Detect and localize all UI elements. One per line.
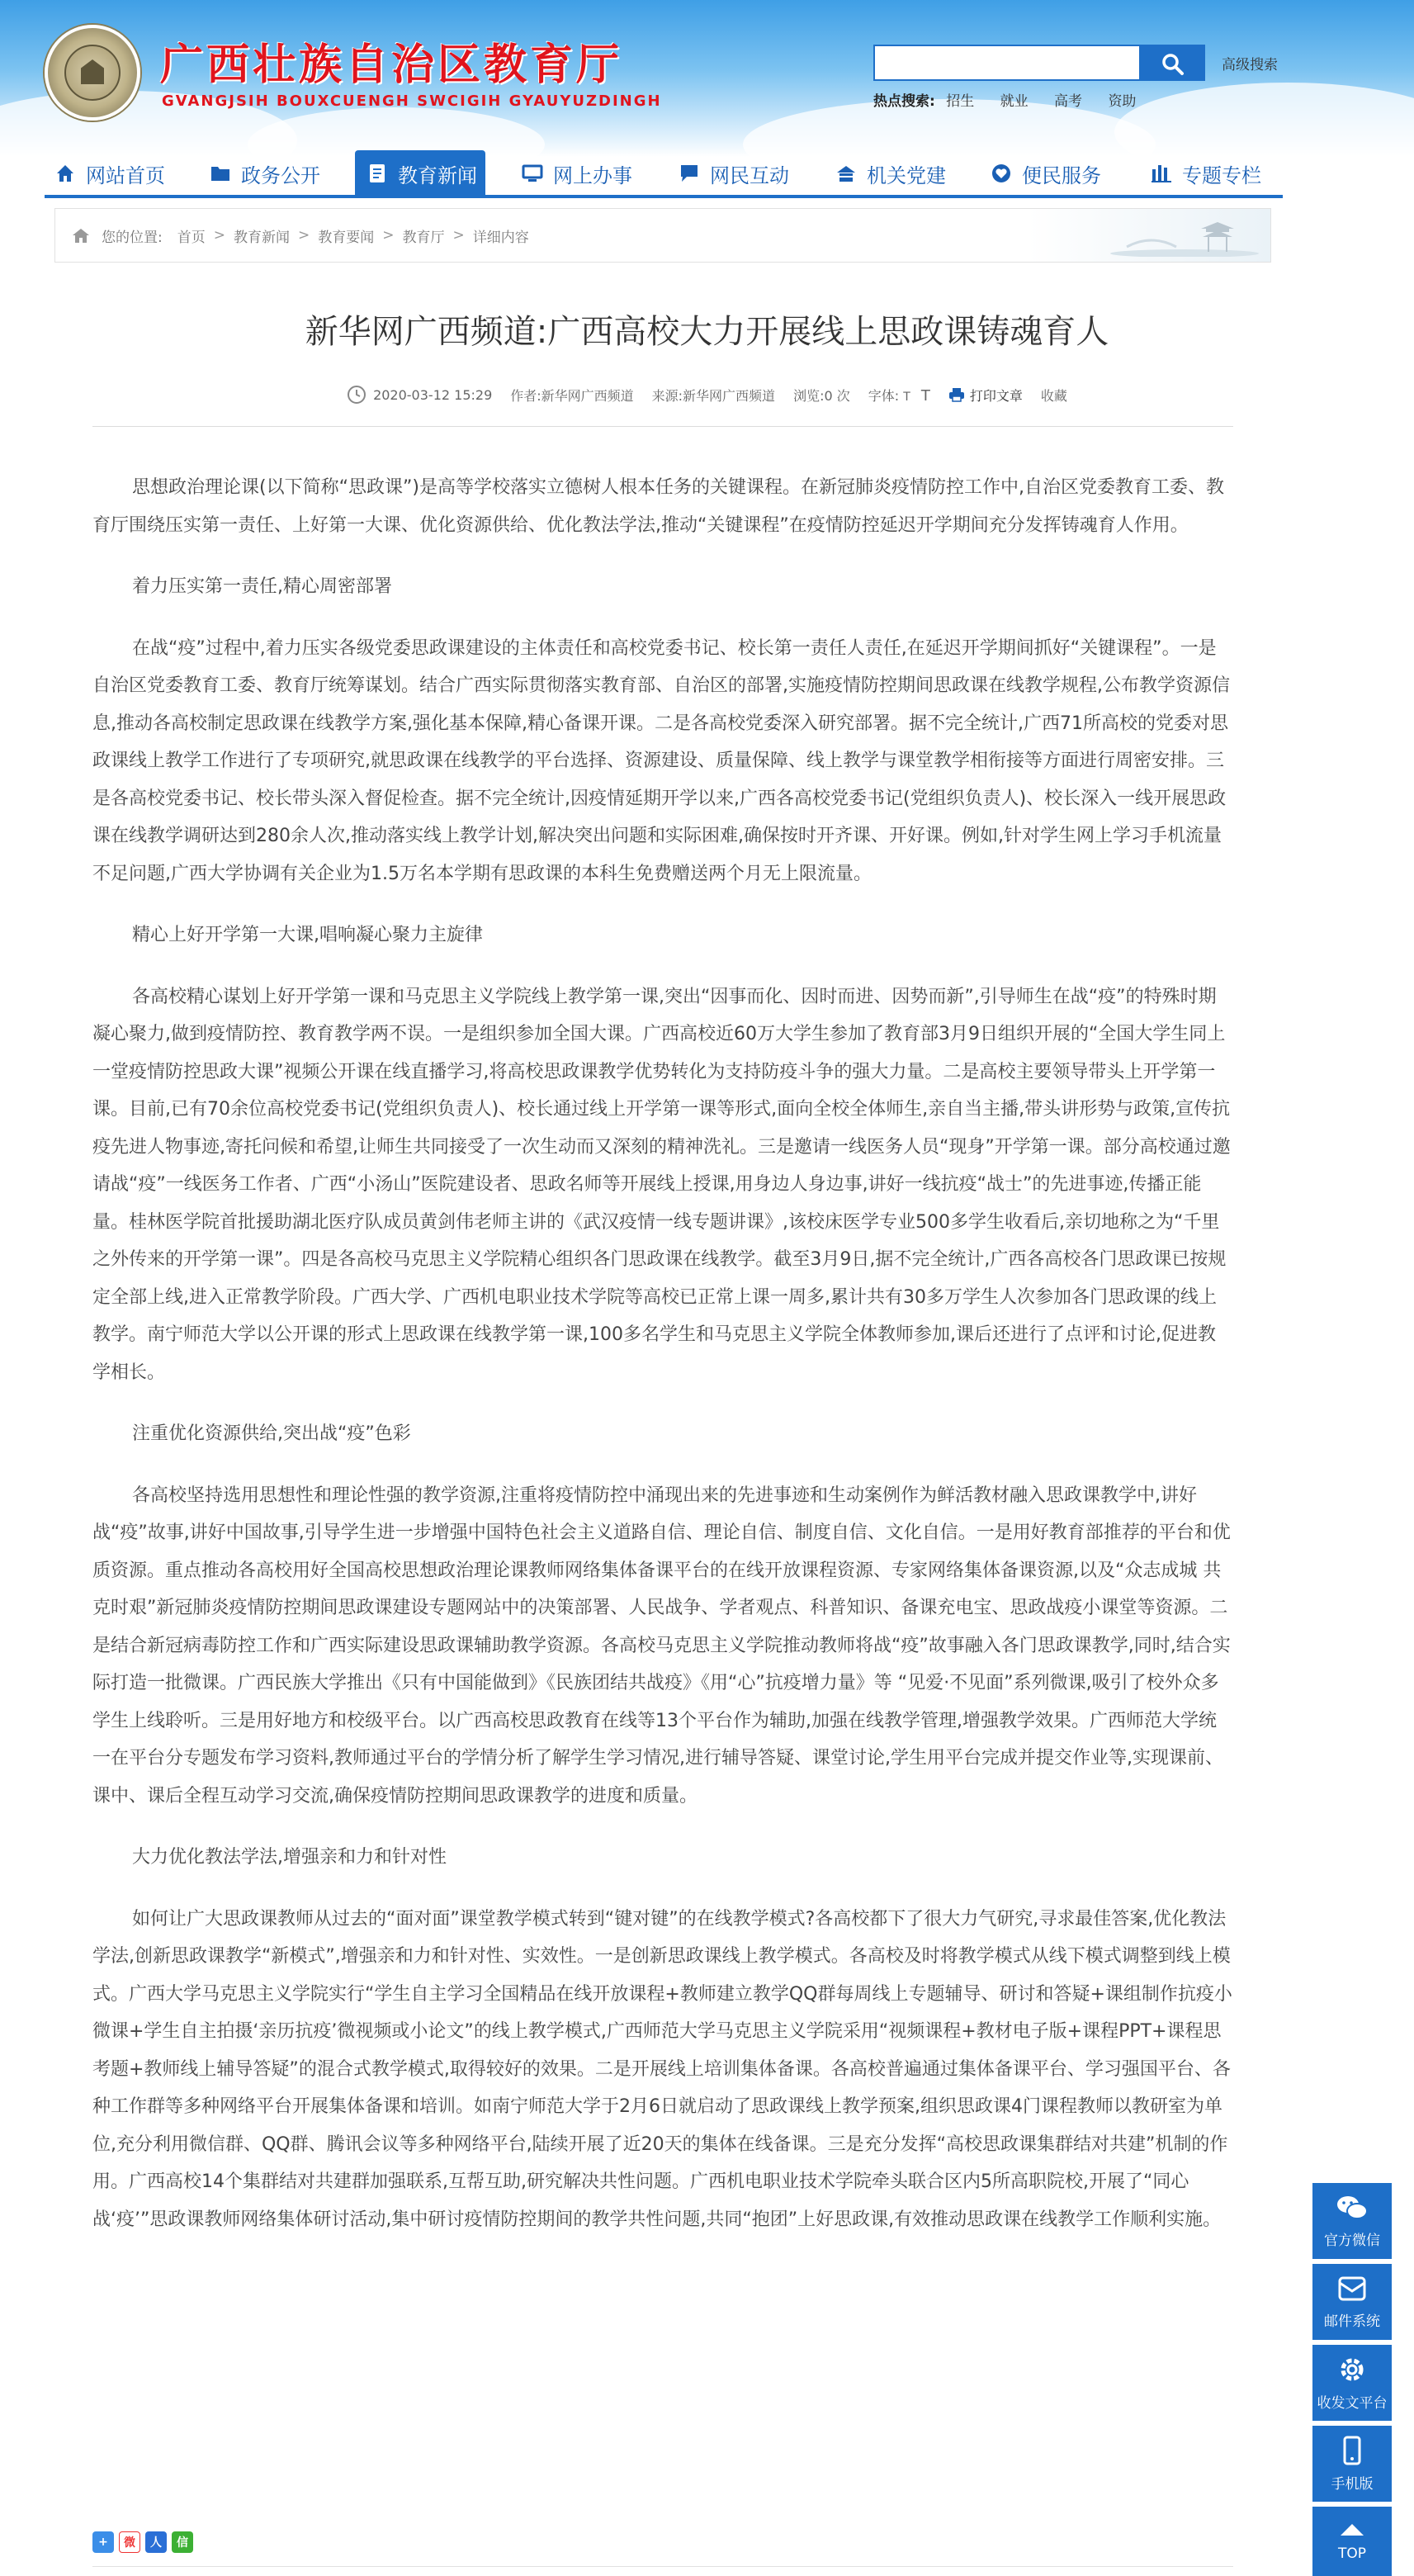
hot-search-link[interactable]: 高考 <box>1054 93 1083 110</box>
font-small-button[interactable]: T <box>903 390 910 404</box>
breadcrumb-item-news[interactable]: 教育新闻 <box>233 229 290 246</box>
weibo-icon[interactable]: 微 <box>119 2531 140 2553</box>
footer-divider <box>92 2566 1233 2567</box>
advanced-search-link[interactable]: 高级搜索 <box>1222 57 1278 73</box>
nav-item-label: 网站首页 <box>86 163 165 187</box>
nav-item-label: 便民服务 <box>1022 163 1101 187</box>
monitor-icon <box>522 163 543 184</box>
article-paragraph: 在战“疫”过程中,着力压实各级党委思政课建设的主体责任和高校党委书记、校长第一责任人责任,在延迟开学期间抓好“关键课程”。一是自治区党委教育工委、教育厅统筹谋划。结合广西实际贯彻落实教育部、自治区的部署,实施疫情防控期间思政课在线教学规程,公布教学资源信息,推动各高校制定思政课在线教学方案,强化基本保障,精心备课开课。二是各高校党委深入研究部署。据不完全统计,广西71所高校的党委对思政课线上教学工作进行了专项研究,就思政课在线教学的平台选择、资源建设、质量保障、线上教学与课堂教学相衔接等方面进行周密安排。三是各高校党委书记、校长带头深入督促检查。据不完全统计,因疫情延期开学以来,广西各高校党委书记(党组织负责人)、校长深入一线开展思政课在线教学调研达到280余人次,推动落实线上教学计划,解决突出问题和实际困难,确保按时开齐课、开好课。例如,针对学生网上学习手机流量不足问题,广西大学协调有关企业为1.5万名本学期有思政课的本科生免费赠送两个月无上限流量。 <box>92 637 1230 884</box>
mobile-icon <box>1342 2436 1362 2465</box>
mobile-version-button[interactable] <box>1312 2426 1392 2502</box>
article-paragraph: 思想政治理论课(以下简称“思政课”)是高等学校落实立德树人根本任务的关键课程。在新冠肺炎疫情防控工作中,自治区党委教育工委、教育厅围绕压实第一责任、上好第一大课、优化资源供给、优化教法学法,推动“关键课程”在疫情防控延迟开学期间充分发挥铸魂育人作用。 <box>92 477 1224 536</box>
official-wechat-button[interactable] <box>1312 2183 1392 2259</box>
columns-icon <box>1151 163 1172 184</box>
side-button-label: 收发文平台 <box>1317 2394 1388 2412</box>
search-button[interactable] <box>1141 45 1205 81</box>
favorite-button[interactable]: 收藏 <box>1040 387 1067 404</box>
share-person-icon[interactable]: 人 <box>145 2531 167 2553</box>
nav-item-label: 教育新闻 <box>398 163 477 187</box>
section-heading: 着力压实第一责任,精心周密部署 <box>132 576 392 597</box>
side-button-label: 手机版 <box>1331 2475 1374 2493</box>
hot-search-link[interactable]: 就业 <box>1000 93 1029 110</box>
home-icon <box>72 227 90 244</box>
nav-item-label: 政务公开 <box>241 163 320 187</box>
printer-icon <box>948 387 965 402</box>
breadcrumb-item-department[interactable]: 教育厅 <box>402 229 445 246</box>
document-icon <box>367 163 388 184</box>
site-header <box>0 0 1414 157</box>
gear-icon <box>1337 2355 1367 2384</box>
nav-item-label: 网民互动 <box>710 163 789 187</box>
mail-icon <box>1337 2275 1367 2303</box>
article-meta <box>0 385 1414 405</box>
hot-search-link[interactable]: 资助 <box>1108 93 1137 110</box>
article-body <box>92 469 1233 2238</box>
side-button-label: TOP <box>1337 2545 1367 2562</box>
hot-search-label: 热点搜索: <box>873 93 935 110</box>
clock-icon <box>347 385 367 405</box>
nav-item-party-building[interactable] <box>835 150 959 197</box>
breadcrumb-item-current: 详细内容 <box>472 229 529 246</box>
title-divider <box>92 426 1233 427</box>
font-size-label: 字体: <box>868 387 900 404</box>
breadcrumb-separator: > <box>452 227 465 244</box>
view-count: 浏览:0 次 <box>793 387 850 404</box>
article-paragraph: 各高校精心谋划上好开学第一课和马克思主义学院线上教学第一课,突出“因事而化、因时而进、因势而新”,引导师生在战“疫”的特殊时期凝心聚力,做到疫情防控、教育教学两不误。一是组织参加全国大课。广西高校近60万大学生参加了教育部3月9日组织开展的“全国大学生同上一堂疫情防控思政大课”视频公开课在线直播学习,将高校思政课教学优势转化为支持防疫斗争的强大力量。二是高校主要领导带头上开学第一课。目前,已有70余位高校党委书记(党组织负责人)、校长通过线上开学第一课等形式,面向全校全体师生,亲自当主播,带头讲形势与政策,宣传抗疫先进人物事迹,寄托问候和希望,让师生共同接受了一次生动而又深刻的精神洗礼。三是邀请一线医务人员“现身”开学第一课。部分高校通过邀请战“疫”一线医务工作者、广西“小汤山”医院建设者、思政名师等开展线上授课,用身边人身边事,讲好一线抗疫“战士”的先进事迹,传播正能量。桂林医学院首批援助湖北医疗队成员黄剑伟老师主讲的《武汉疫情一线专题讲课》,该校床医学专业500多学生收看后,亲切地称之为“千里之外传来的开学第一课”。四是各高校马克思主义学院精心组织各门思政课在线教学。截至3月9日,据不完全统计,广西各高校各门思政课已按规定全部上线,进入正常教学阶段。广西大学、广西机电职业技术学院等高校已正常上课一周多,累计共有30多万学生人次参加各门思政课的线上教学。南宁师范大学以公开课的形式上思政课在线教学第一课,100多名学生和马克思主义学院全体教师参加,课后还进行了点评和讨论,促进教学相长。 <box>92 986 1231 1383</box>
breadcrumb-prefix: 您的位置: <box>102 229 163 246</box>
share-bar <box>92 2531 193 2553</box>
emblem-logo[interactable] <box>45 25 140 121</box>
back-to-top-button[interactable] <box>1312 2507 1392 2576</box>
nav-item-online-services[interactable] <box>522 150 646 197</box>
cloud-decoration <box>248 107 545 157</box>
article-paragraph: 各高校坚持选用思想性和理论性强的教学资源,注重将疫情防控中涌现出来的先进事迹和生动案例作为鲜活教材融入思政课教学中,讲好战“疫”故事,讲好中国故事,引导学生进一步增强中国特色社会主义道路自信、理论自信、制度自信、文化自信。一是用好教育部推荐的平台和优质资源。重点推动各高校用好全国高校思想政治理论课教师网络集体备课平台的在线开放课程资源、专家网络集体备课资源,以及“众志成城 共克时艰”新冠肺炎疫情防控期间思政课建设专题网站中的决策部署、人民战争、学者观点、科普知识、备课充电宝、思政战疫小课堂等资源。二是结合新冠病毒防控工作和广西实际建设思政课辅助教学资源。各高校马克思主义学院推动教师将战“疫”故事融入各门思政课教学,同时,结合实际打造一批微课。广西民族大学推出《只有中国能做到》《民族团结共战疫》《用“心”抗疫增力量》等 “见爱·不见面”系列微课,吸引了校外众多学生上线聆听。三是用好地方和校级平台。以广西高校思政教育在线等13个平台作为辅助,加强在线教学管理,增强教学效果。广西师范大学统一在平台分专题发布学习资料,教师通过平台的学情分析了解学生学习情况,进行辅导答疑、课堂讨论,学生用平台完成并提交作业等,实现课前、课中、课后全程互动学习交流,确保疫情防控期间思政课教学的进度和质量。 <box>92 1485 1231 1807</box>
nav-item-special-topics[interactable] <box>1151 150 1274 197</box>
mail-system-button[interactable] <box>1312 2264 1392 2340</box>
hot-search <box>873 89 1157 110</box>
font-large-button[interactable]: T <box>920 386 930 405</box>
folder-icon <box>210 163 231 184</box>
section-heading: 注重优化资源供给,突出战“疫”色彩 <box>132 1423 411 1444</box>
print-button[interactable] <box>948 386 1023 405</box>
party-building-icon <box>835 163 857 184</box>
article-source: 来源:新华网广西频道 <box>651 387 776 404</box>
nav-item-news[interactable] <box>355 150 485 197</box>
publish-date: 2020-03-12 15:29 <box>373 386 493 403</box>
search-icon <box>1161 53 1185 76</box>
heart-icon <box>991 163 1012 184</box>
article-title: 新华网广西频道:广西高校大力开展线上思政课铸魂育人 <box>305 313 1109 351</box>
arrow-up-icon <box>1337 2521 1367 2539</box>
section-heading: 精心上好开学第一大课,唱响凝心聚力主旋律 <box>132 925 483 945</box>
nav-item-label: 专题专栏 <box>1182 163 1261 187</box>
site-title[interactable]: 广西壮族自治区教育厅 <box>160 40 623 90</box>
wechat-icon <box>1336 2194 1369 2222</box>
home-icon <box>54 163 76 184</box>
section-heading: 大力优化教法学法,增强亲和力和针对性 <box>132 1847 447 1868</box>
article-paragraph: 如何让广大思政课教师从过去的“面对面”课堂教学模式转到“键对键”的在线教学模式?各高校都下了很大力气研究,寻求最佳答案,优化教法学法,创新思政课教学“新模式”,增强亲和力和针对性、实效性。一是创新思政课线上教学模式。各高校及时将教学模式从线下模式调整到线上模式。广西大学马克思主义学院实行“学生自主学习全国精品在线开放课程+教师建立教学QQ群每周线上专题辅导、研讨和答疑+课组制作抗疫小微课+学生自主拍摄‘亲历抗疫’微视频或小论文”的线上教学模式,广西师范大学马克思主义学院采用“视频课程+教材电子版+课程PPT+课程思考题+教师线上辅导答疑”的混合式教学模式,取得较好的效果。二是开展线上培训集体备课。各高校普遍通过集体备课平台、学习强国平台、各种工作群等多种网络平台开展集体备课和培训。如南宁师范大学于2月6日就启动了思政课线上教学预案,组织思政课4门课程教师以教研室为单位,充分利用微信群、QQ群、腾讯会议等多种网络平台,陆续开展了近20天的集体在线备课。三是充分发挥“高校思政课集群结对共建”机制的作用。广西高校14个集群结对共建群加强联系,互帮互助,研究解决共性问题。广西机电职业技术学院牵头联合区内5所高职院校,开展了“同心战‘疫’”思政课教师网络集体研讨活动,集中研讨疫情防控期间的教学共性问题,共同“抱团”上好思政课,有效推动思政课在线教学工作顺利实施。 <box>92 1908 1232 2230</box>
main-nav <box>45 150 1283 198</box>
share-plus-icon[interactable]: + <box>92 2531 114 2553</box>
cloud-decoration <box>1114 83 1414 157</box>
breadcrumb-item-home[interactable]: 首页 <box>177 229 206 246</box>
breadcrumb-separator: > <box>297 227 310 244</box>
breadcrumb <box>54 208 1271 263</box>
nav-item-label: 网上办事 <box>553 163 632 187</box>
nav-item-government[interactable] <box>210 150 333 197</box>
breadcrumb-separator: > <box>213 227 225 244</box>
side-button-label: 官方微信 <box>1324 2232 1380 2249</box>
hot-search-link[interactable]: 招生 <box>946 93 975 110</box>
site-subtitle: GVANGJSIH BOUXCUENGH SWCIGIH GYAUYUZDINGH <box>162 92 662 110</box>
search-input[interactable] <box>873 45 1141 81</box>
nav-item-convenience[interactable] <box>991 150 1114 197</box>
breadcrumb-item-headlines[interactable]: 教育要闻 <box>318 229 375 246</box>
wechat-share-icon[interactable]: 信 <box>172 2531 193 2553</box>
document-platform-button[interactable] <box>1312 2345 1392 2421</box>
nav-item-home[interactable] <box>54 150 178 197</box>
article-author: 作者:新华网广西频道 <box>510 387 634 404</box>
nav-item-interaction[interactable] <box>679 150 802 197</box>
pavilion-decoration <box>1094 217 1259 257</box>
chat-flag-icon <box>679 163 700 184</box>
nav-item-label: 机关党建 <box>867 163 946 187</box>
side-button-label: 邮件系统 <box>1324 2313 1380 2330</box>
print-label: 打印文章 <box>969 387 1023 404</box>
breadcrumb-separator: > <box>382 227 395 244</box>
